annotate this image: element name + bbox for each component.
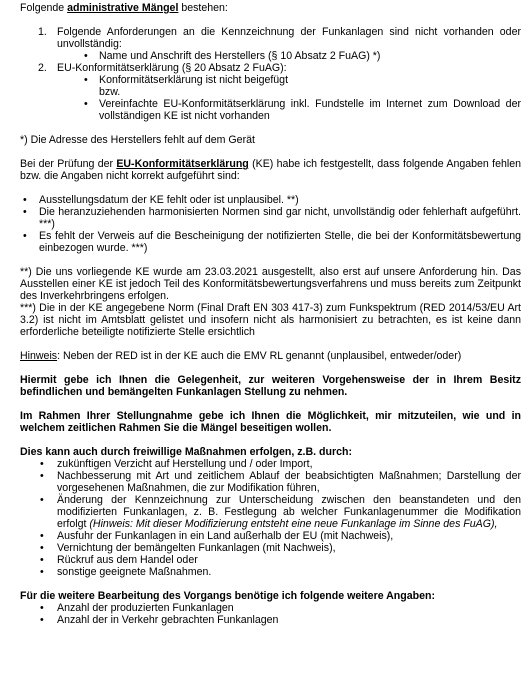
bullet-icon: •: [40, 566, 44, 578]
list-item: • Anzahl der produzierten Funkanlagen: [40, 602, 234, 614]
bullet-icon: •: [40, 458, 44, 470]
list-item: • sonstige geeignete Maßnahmen.: [40, 566, 212, 578]
footnote-address: *) Die Adresse des Herstellers fehlt auf dem Gerät: [20, 134, 255, 146]
bullet-icon: •: [40, 494, 44, 506]
bullet-icon: •: [84, 98, 88, 110]
note-triple-star: ***) Die in der KE angegebene Norm (Final Draft EN 303 417-3) zum Funkspektrum (RED 2014/53/EU Art 3.2) ist nicht im Amtsblatt gelistet und insofern nicht als harmonisiert zu betrachten, es ist keine dann erforderliche beteiligte notifizierte Stelle ersichtlich: [20, 302, 521, 338]
measures-heading: Dies kann auch durch freiwillige Maßnahmen erfolgen, z.B. durch:: [20, 446, 352, 458]
list-item: • Ausfuhr der Funkanlagen in ein Land außerhalb der EU (mit Nachweis),: [40, 530, 394, 542]
sub-item-text: bzw.: [99, 86, 121, 98]
bullet-icon: •: [40, 602, 44, 614]
findings-list: [20, 194, 521, 254]
list-item: • Vernichtung der bemängelten Funkanlagen (mit Nachweis),: [40, 542, 336, 554]
bullet-icon: •: [84, 74, 88, 86]
measures-list: [20, 458, 521, 578]
intro-emphasis: administrative Mängel: [67, 2, 179, 14]
hint-label: Hinweis: [20, 350, 58, 362]
list-item: • Nachbesserung mit Art und zeitlichem Ablauf der beabsichtigten Maßnahmen; Darstellung der vorgesehenen Maßnahmen, die zur Modifikation führen,: [40, 470, 521, 494]
list-item: • Die heranzuziehenden harmonisierten Normen sind gar nicht, unvollständig oder fehlerhaft aufgeführt. ***): [23, 206, 521, 230]
bold-paragraph-statement: Im Rahmen Ihrer Stellungnahme gebe ich Ihnen die Möglichkeit, mir mitzuteilen, wie und in welchem zeitlichen Rahmen Sie die Mängel beseitigen wollen.: [20, 410, 521, 434]
list-item: • Rückruf aus dem Handel oder: [40, 554, 198, 566]
sub-item: • Name und Anschrift des Herstellers (§ 10 Absatz 2 FuAG) *): [84, 50, 381, 62]
list-item: • Änderung der Kennzeichnung zur Unterscheidung zwischen den beanstandeten und den modifizierten Funkanlagen, z. B. Festlegung ab welcher Funkanlagenummer die Modifikation erfolgt (Hinweis: Mit dieser Modifizierung entsteht eine neue Funkanlage im Sinne des FuAG),: [40, 494, 521, 530]
numbered-item-2: 2. EU-Konformitätserklärung (§ 20 Absatz 2 FuAG):: [38, 62, 287, 74]
intro-line: Folgende administrative Mängel bestehen:: [20, 2, 228, 14]
hint-line: Hinweis: Neben der RED ist in der KE auch die EMV RL genannt (unplausibel, entweder/oder): [20, 350, 462, 362]
bullet-icon: •: [23, 194, 27, 206]
list-item: • zukünftigen Verzicht auf Herstellung und / oder Import,: [40, 458, 313, 470]
note-double-star: **) Die uns vorliegende KE wurde am 23.03.2021 ausgestellt, also erst auf unsere Anforderung hin. Das Ausstellen einer KE ist jedoch Teil des Konformitätsbewertungsverfahrens und muss bereits zum Zeitpunkt des Inverkehrbringens erfolgen.: [20, 266, 521, 302]
bold-paragraph-opportunity: Hiermit gebe ich Ihnen die Gelegenheit, zur weiteren Vorgehensweise der in Ihrem Besitz befindlichen und bemängelten Funkanlagen Stellung zu nehmen.: [20, 374, 521, 398]
check-paragraph: Bei der Prüfung der EU-Konformitätserklärung (KE) habe ich festgestellt, dass folgende Angaben fehlen bzw. die Angaben nicht korrekt aufgeführt sind:: [20, 158, 521, 182]
bullet-icon: •: [40, 542, 44, 554]
bullet-icon: •: [40, 554, 44, 566]
bullet-icon: •: [84, 50, 88, 62]
further-heading: Für die weitere Bearbeitung des Vorgangs benötige ich folgende weitere Angaben:: [20, 590, 435, 602]
check-emphasis: EU-Konformitätserklärung: [116, 158, 249, 170]
bullet-icon: •: [40, 530, 44, 542]
bullet-icon: •: [40, 470, 44, 482]
bullet-icon: •: [23, 206, 27, 218]
sub-item: • Vereinfachte EU-Konformitätserklärung inkl. Fundstelle im Internet zum Download der vollständigen KE ist nicht vorhanden: [84, 98, 521, 122]
numbered-list: [20, 26, 521, 122]
list-item: • Anzahl der in Verkehr gebrachten Funkanlagen: [40, 614, 279, 626]
bullet-icon: •: [23, 230, 27, 242]
numbered-item-1: 1. Folgende Anforderungen an die Kennzeichnung der Funkanlagen sind nicht vorhanden oder unvollständig:: [38, 26, 521, 50]
bullet-icon: •: [40, 614, 44, 626]
list-item: • Ausstellungsdatum der KE fehlt oder ist unplausibel. **): [23, 194, 299, 206]
list-item: • Es fehlt der Verweis auf die Bescheinigung der notifizierten Stelle, die bei der Konformitätsbewertung einbezogen wurde. ***): [23, 230, 521, 254]
further-list: [20, 602, 521, 626]
sub-item: • Konformitätserklärung ist nicht beigefügt: [84, 74, 289, 86]
